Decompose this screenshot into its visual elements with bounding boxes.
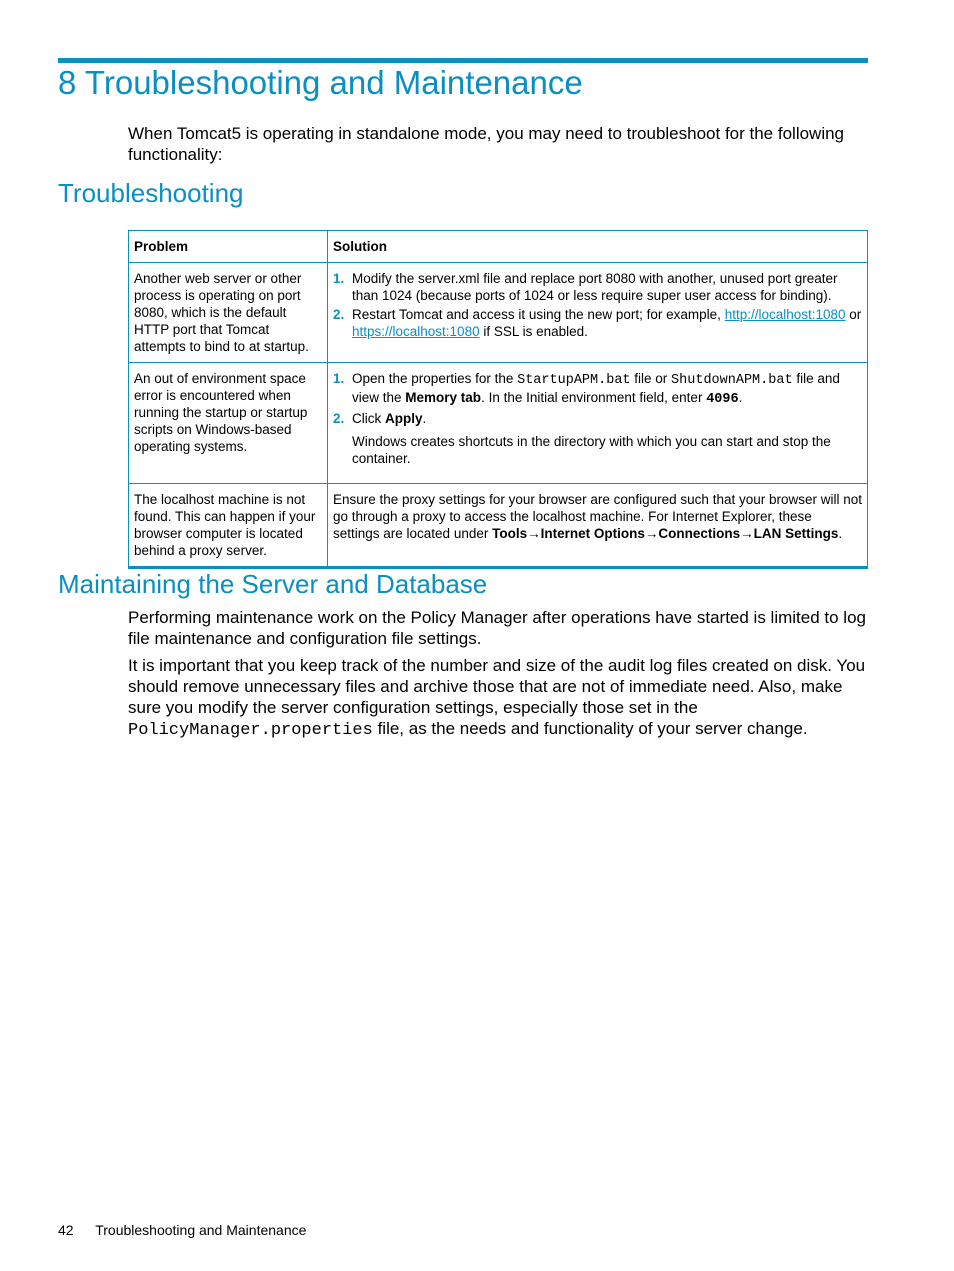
menu-arrow: → bbox=[740, 526, 754, 541]
step-note: Windows creates shortcuts in the directory with which you can start and stop the container. bbox=[352, 434, 831, 466]
menu-arrow: → bbox=[527, 526, 541, 541]
menu-path-lan-settings: LAN Settings bbox=[753, 526, 839, 541]
solution-text: Ensure the proxy settings for your browser are configured such that your browser will not go through a proxy to access the localhost machine. For Internet Explorer, these settings are located under bbox=[333, 492, 862, 541]
solution-text: . bbox=[838, 526, 843, 541]
maintenance-paragraph-1: Performing maintenance work on the Policy Manager after operations have started is limited to log file maintenance and configuration file settings. bbox=[128, 608, 866, 648]
step-text: . bbox=[738, 390, 743, 405]
memory-tab-label: Memory tab bbox=[405, 390, 482, 405]
step-number: 1. bbox=[333, 371, 345, 386]
shutdown-script-name: ShutdownAPM.bat bbox=[671, 373, 793, 388]
step-text: file and view the bbox=[352, 371, 840, 405]
step-number: 1. bbox=[333, 271, 345, 286]
solution-steps bbox=[333, 370, 862, 467]
step-text: Open the properties for the bbox=[352, 371, 518, 386]
footer-title: Troubleshooting and Maintenance bbox=[95, 1222, 307, 1238]
step-text: . In the Initial environment field, enter bbox=[481, 390, 707, 405]
paragraph-text: file, as the needs and functionality of your server change. bbox=[372, 719, 808, 738]
table-row bbox=[129, 363, 868, 484]
solution-cell bbox=[328, 484, 868, 568]
page-number: 42 bbox=[58, 1222, 74, 1238]
maintaining-heading: Maintaining the Server and Database bbox=[58, 569, 488, 599]
paragraph-text: It is important that you keep track of the number and size of the audit log files created on disk. You should remove unnecessary files and archive those that are not of immediate need. Also, make sure you modify the server configuration settings, especially those set in the bbox=[128, 656, 866, 717]
step-number: 2. bbox=[333, 411, 345, 426]
page-footer bbox=[58, 1222, 306, 1238]
troubleshooting-table bbox=[128, 230, 868, 569]
step-text: or bbox=[845, 307, 862, 322]
table-row bbox=[129, 484, 868, 568]
step-text: Click bbox=[352, 411, 385, 426]
step-text: file or bbox=[630, 371, 672, 386]
intro-paragraph: When Tomcat5 is operating in standalone mode, you may need to troubleshoot for the following functionality: bbox=[128, 124, 845, 164]
problem-cell: The localhost machine is not found. This can happen if your browser computer is located behind a proxy server. bbox=[129, 484, 328, 568]
https-localhost-link[interactable]: https://localhost:1080 bbox=[352, 324, 480, 339]
problem-cell: An out of environment space error is encountered when running the startup or startup scripts on Windows-based operating systems. bbox=[129, 363, 328, 484]
table-header-row bbox=[129, 231, 868, 263]
http-localhost-link[interactable]: http://localhost:1080 bbox=[724, 307, 846, 322]
step-text: . bbox=[422, 411, 427, 426]
list-item bbox=[333, 306, 862, 340]
solution-column-header: Solution bbox=[328, 231, 868, 263]
environment-value: 4096 bbox=[706, 392, 739, 407]
chapter-title: 8 Troubleshooting and Maintenance bbox=[58, 64, 583, 101]
properties-file-name: PolicyManager.properties bbox=[128, 721, 373, 740]
solution-cell bbox=[328, 363, 868, 484]
list-item bbox=[333, 370, 862, 408]
list-item bbox=[333, 410, 862, 467]
apply-label: Apply bbox=[385, 411, 423, 426]
problem-column-header: Problem bbox=[129, 231, 328, 263]
menu-path-tools: Tools bbox=[492, 526, 528, 541]
step-text: Modify the server.xml file and replace port 8080 with another, unused port greater than 1024 (because ports of 1024 or less require super user access for binding). bbox=[352, 271, 838, 303]
solution-cell bbox=[328, 263, 868, 363]
menu-path-internet-options: Internet Options bbox=[540, 526, 645, 541]
problem-cell: Another web server or other process is operating on port 8080, which is the default HTTP port that Tomcat attempts to bind to at startup. bbox=[129, 263, 328, 363]
step-number: 2. bbox=[333, 307, 345, 322]
chapter-rule bbox=[58, 58, 868, 63]
troubleshooting-heading: Troubleshooting bbox=[58, 178, 244, 208]
step-text: Restart Tomcat and access it using the new port; for example, bbox=[352, 307, 725, 322]
startup-script-name: StartupAPM.bat bbox=[517, 373, 631, 388]
solution-steps bbox=[333, 270, 862, 340]
menu-arrow: → bbox=[644, 526, 659, 541]
maintenance-paragraph-2 bbox=[128, 655, 870, 741]
table-row bbox=[129, 263, 868, 363]
list-item bbox=[333, 270, 862, 304]
menu-path-connections: Connections bbox=[658, 526, 741, 541]
step-text: if SSL is enabled. bbox=[479, 324, 588, 339]
